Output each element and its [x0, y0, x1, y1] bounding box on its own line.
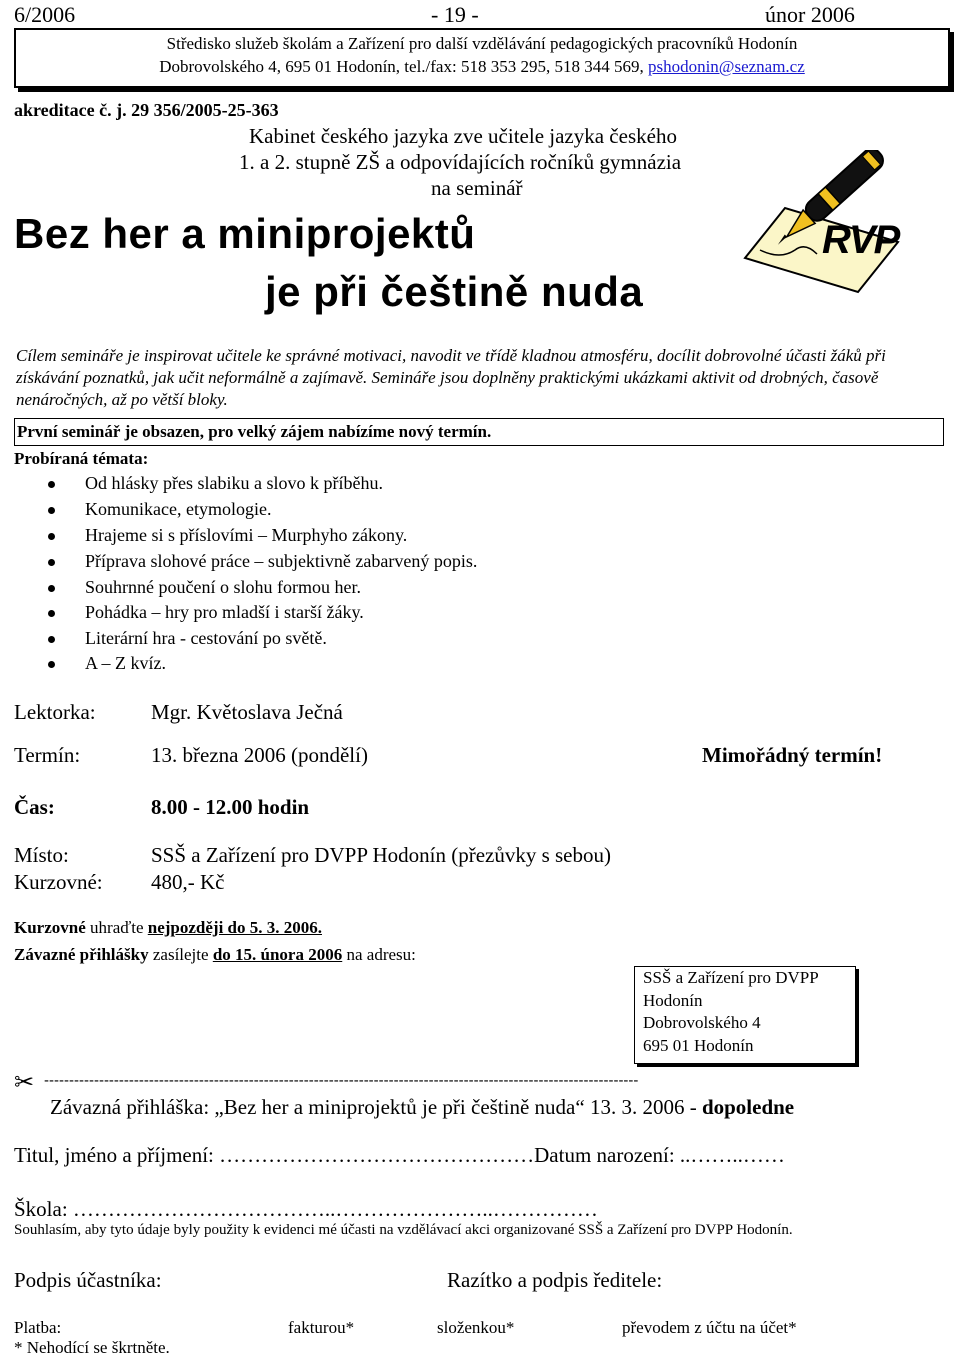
special-date-notice: Mimořádný termín! — [702, 743, 883, 767]
intro-line-2: 1. a 2. stupně ZŠ a odpovídajících ročníků gymnázia — [239, 150, 682, 174]
address-line: SSŠ a Zařízení pro DVPP — [643, 968, 819, 987]
school-field[interactable]: Škola: ………………………………..…………………..…………… — [14, 1197, 598, 1221]
footnote: * Nehodící se škrtněte. — [14, 1338, 170, 1357]
seminar-description: Cílem semináře je inspirovat učitele ke správné motivaci, navodit ve třídě kladnou atmosféru, docílit dobrovolné účasti žáků při získávání poznatků, jak učit neformálně a zajímavě. Semináře jsou doplněny praktickými ukázkami aktivit od drobných, časově nenáročných, až po větší bloky. — [16, 346, 886, 409]
issue-number: 6/2006 — [14, 2, 76, 27]
intro-line-1: Kabinet českého jazyka zve učitele jazyka českého — [249, 124, 677, 148]
seminar-time: 8.00 - 12.00 hodin — [151, 795, 310, 819]
seminar-fee: 480,- Kč — [151, 870, 225, 894]
rvp-logo — [740, 150, 905, 295]
page-number: - 19 - — [431, 2, 479, 27]
organization-contact — [16, 57, 948, 77]
payment-option-transfer[interactable]: převodem z účtu na účet* — [622, 1318, 797, 1337]
payment-label: Platba: — [14, 1318, 62, 1337]
lecturer-name: Mgr. Květoslava Ječná — [151, 700, 343, 724]
accreditation: akreditace č. j. 29 356/2005-25-363 — [14, 100, 279, 120]
fee-label: Kurzovné: — [14, 870, 103, 894]
scissors-icon: ✂ — [14, 1070, 35, 1096]
seminar-title-line-2: je při češtině nuda — [265, 268, 644, 315]
rvp-label: RVP — [822, 218, 899, 262]
address-line: 695 01 Hodonín — [643, 1035, 754, 1055]
name-field[interactable]: Titul, jméno a příjmení: ………………………………………Datum narození: ..……..…… — [14, 1143, 785, 1167]
seminar-title-line-1: Bez her a miniprojektů — [14, 210, 476, 257]
notice-text: První seminář je obsazen, pro velký zájem nabízíme nový termín. — [17, 422, 492, 441]
form-title: Závazná přihláška: „Bez her a miniprojektů je při češtině nuda“ 13. 3. 2006 - dopoledne — [50, 1095, 795, 1119]
consent-text: Souhlasím, aby tyto údaje byly použity k evidenci mé účasti na vzdělávací akci organizované SSŠ a Zařízení pro DVPP Hodonín. — [14, 1222, 793, 1238]
date-label: Termín: — [14, 743, 81, 767]
intro-line-3: na seminář — [431, 176, 523, 200]
notice-box — [14, 418, 944, 446]
participant-signature: Podpis účastníka: — [14, 1268, 162, 1292]
seminar-date: 13. března 2006 (pondělí) — [151, 743, 368, 767]
time-label: Čas: — [14, 795, 55, 819]
organization-header — [14, 28, 950, 88]
organization-name: Středisko služeb školám a Zařízení pro další vzdělávání pedagogických pracovníků Hodonín — [166, 34, 798, 53]
issue-month: únor 2006 — [765, 2, 855, 27]
address-line: Dobrovolského 4 — [643, 1013, 761, 1032]
place-label: Místo: — [14, 843, 69, 867]
payment-option-postal[interactable]: složenkou* — [437, 1318, 515, 1337]
payment-option-invoice[interactable]: fakturou* — [288, 1318, 355, 1337]
payment-deadline: Kurzovné uhraďte nejpozději do 5. 3. 2006. — [14, 918, 322, 937]
address-line: Hodonín — [643, 990, 703, 1010]
application-deadline: Závazné přihlášky zasílejte do 15. února 2006 na adresu: — [14, 945, 416, 964]
cut-line: ----------------------------------------------------------------------------------------------------------------------- — [44, 1072, 639, 1089]
director-signature: Razítko a podpis ředitele: — [447, 1268, 663, 1292]
lecturer-label: Lektorka: — [14, 700, 96, 724]
topics-heading: Probíraná témata: — [14, 449, 149, 468]
seminar-place: SSŠ a Zařízení pro DVPP Hodonín (přezůvky s sebou) — [151, 843, 612, 867]
organization-address: Dobrovolského 4, 695 01 Hodonín, tel./fax: 518 353 295, 518 344 569, — [159, 57, 648, 76]
email-link[interactable]: pshodonin@seznam.cz — [647, 57, 805, 76]
mailing-address — [634, 966, 856, 1064]
